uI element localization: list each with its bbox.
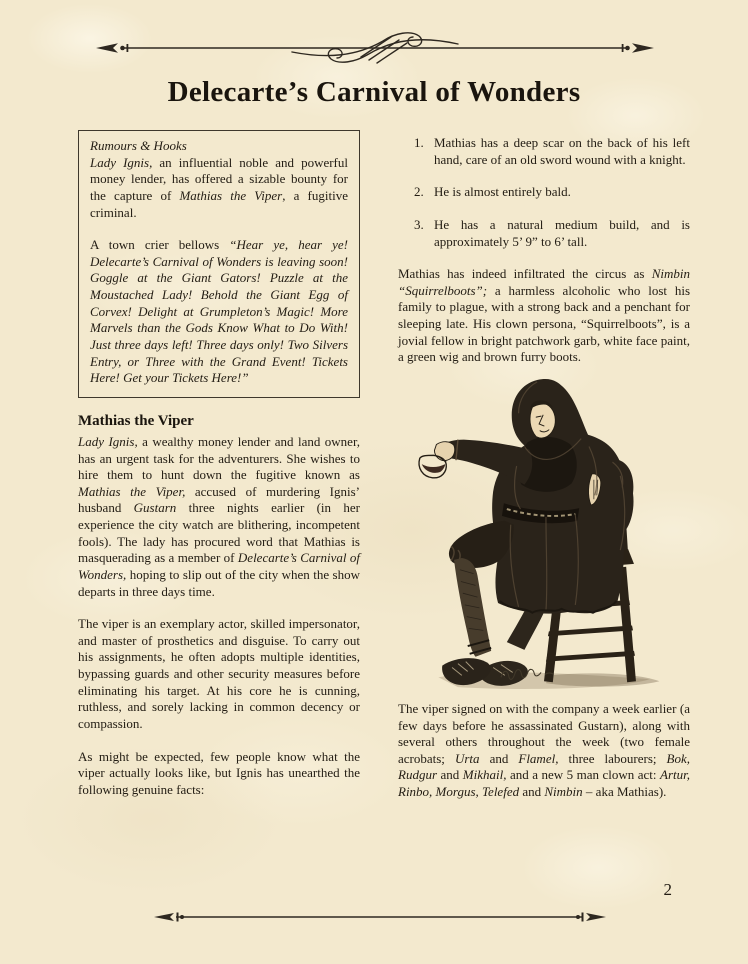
left-column	[78, 130, 360, 798]
page-number: 2	[663, 880, 672, 899]
paragraph-viper-description: The viper is an exemplary actor, skilled impersonator, and master of prosthetics and disguise. To carry out his assignments, he often adopts multiple identities, bypassing guards and other security measures before eliminating his target. At his core he is cunning, ruthless, and sorely lacking in common decency or compassion.	[78, 616, 360, 731]
town-crier-paragraph: A town crier bellows “Hear ye, hear ye! Delecarte’s Carnival of Wonders is leaving soon! Goggle at the Giant Gators! Puzzle at the Moustached Lady! Behold the Giant Egg of Corvex! Delight at Grumpleton’s Magic! More Marvels than the Gods Know What to Do With! Just three days left! Three days only! Two Silvers Entry, or Three with the Grand Event! Tickets Here! Get your Tickets Here!”	[90, 237, 349, 386]
fact-item	[398, 135, 690, 168]
paragraph-lady-ignis-task: Lady Ignis, a wealthy money lender and land owner, has an urgent task for the adventurers. She wishes to hire them to hunt down the fugitive known as Mathias the Viper, accused of murdering Ignis’ husband Gustarn three nights earlier (in her experience the city watch are blithering, incompetent fools). The lady has procured word that Mathias is masquerading as a member of Delecarte’s Carnival of Wonders, hoping to slip out of the city when the show departs in three days time.	[78, 433, 361, 599]
mathias-clown-illustration	[398, 378, 690, 691]
page-title: Delecarte’s Carnival of Wonders	[167, 76, 581, 108]
fact-text: He is almost entirely bald.	[434, 184, 571, 200]
paragraph-infiltration: Mathias has indeed infiltrated the circus as Nimbin “Squirrelboots”; a harmless alcoholic who lost his family to plague, with a strong back and a penchant for sleeping late. His clown persona, “Squirrelboots”, is a jovial fellow in bright patchwork garb, white face paint, a green wig and brown furry boots.	[398, 266, 690, 365]
fact-number: 1.	[414, 135, 424, 150]
facts-list	[398, 135, 690, 250]
top-divider-ornament-icon	[94, 27, 656, 69]
fact-text: Mathias has a deep scar on the back of his left hand, care of an old sword wound with a knight.	[434, 135, 690, 167]
fact-number: 3.	[414, 216, 424, 232]
fact-item	[398, 184, 690, 201]
bottom-divider-ornament-icon	[152, 905, 608, 929]
paragraph-genuine-facts-lead: As might be expected, few people know what the viper actually looks like, but Ignis has unearthed the following genuine facts:	[78, 748, 360, 797]
rumours-hooks-box	[78, 130, 360, 398]
paragraph-signed-on: The viper signed on with the company a week earlier (a few days before he assassinated Gustarn), along with several others throughout the week (two female acrobats; Urta and Flamel, three labourers; Bok, Rudgur and Mikhail, and a new 5 man clown act: Artur, Rinbo, Morgus, Telefed and Nimbin – aka Mathias).	[398, 700, 690, 799]
fact-text: He has a natural medium build, and is approximately 5’ 9” to 6’ tall.	[434, 216, 690, 249]
section-heading-mathias: Mathias the Viper	[78, 412, 194, 429]
fact-item	[398, 217, 690, 250]
rumours-hooks-heading: Rumours & Hooks	[90, 138, 187, 153]
fact-number: 2.	[414, 184, 424, 200]
rumours-intro-paragraph: Lady Ignis, an influential noble and powerful money lender, has offered a sizable bounty for the capture of Mathias the Viper, a fugitive criminal.	[90, 154, 348, 220]
right-column	[398, 135, 690, 801]
